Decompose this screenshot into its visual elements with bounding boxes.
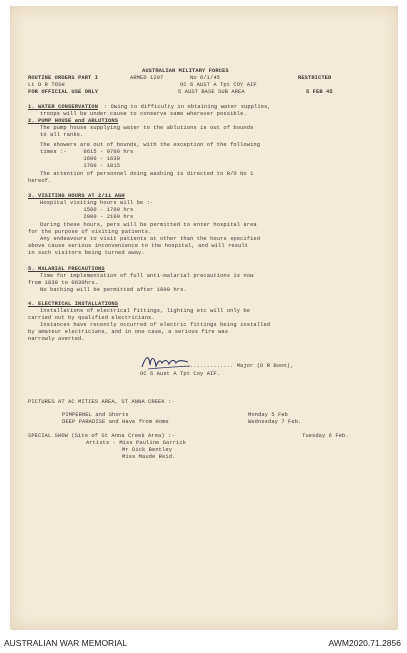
archive-footer: [0, 632, 407, 653]
header-official-use: FOR OFFICIAL USE ONLY: [28, 89, 99, 95]
header-number: No 6/1/45: [190, 75, 221, 81]
item-5-line: No bathing will be permitted after 1800 hrs.: [40, 287, 187, 293]
signature-unit: OC 6 Aust A Tpt Coy AIF.: [140, 371, 221, 377]
item-2-title: 2. PUMP HOUSE and ABLUTIONS: [28, 118, 119, 124]
special-show: SPECIAL SHOW (Site of St Anna Creek Area) :-: [28, 433, 175, 439]
item-5-line: Time for implementation of full anti-malarial precautions is now: [40, 273, 254, 279]
archive-reference: AWM2020.71.2856: [328, 638, 401, 648]
item-3-line: During these hours, pers will be permitted to enter hospital area: [40, 222, 257, 228]
item-2-line: hereof.: [28, 178, 52, 184]
item-1-line: : Owing to difficulty in obtaining water supplies,: [104, 104, 271, 110]
pictures-heading: PICTURES AT AC MITIES AREA, ST ANNA CREEK :-: [28, 399, 175, 405]
item-3-line: for the purpose of visiting patients.: [28, 229, 152, 235]
item-2-line: 1600 - 1630: [40, 156, 121, 162]
special-show-artist: Miss Maude Reid.: [122, 454, 176, 460]
document-sheet: [10, 6, 398, 630]
item-3-line: 1500 - 1700 hrs: [40, 207, 134, 213]
item-4-line: Installations of electrical fittings, lighting etc will only be: [40, 308, 251, 314]
item-2-line: 1700 - 1815: [40, 163, 121, 169]
item-5-line: from 1830 to 0630hrs.: [28, 280, 99, 286]
item-5-title: 5. MALARIAL PRECAUTIONS: [28, 266, 105, 272]
special-show-date: Tuesday 6 Feb.: [302, 433, 349, 439]
item-2-line: The showers are out of bounds, with the exception of the following: [40, 142, 261, 148]
item-1-line: troops will be under cause to conserve same wherever possible.: [40, 111, 247, 117]
signature-rank: ................ Major (D R Boon),: [180, 363, 294, 369]
picture-title: PIMPERNEL and Shorts: [62, 412, 129, 418]
header-officer: Lt D R TOSH: [28, 82, 65, 88]
item-3-line: Hospital visiting hours will be :-: [40, 200, 154, 206]
item-3-title: 3. VISITING HOURS AT 2/11 AGH: [28, 193, 125, 199]
item-3-line: above cause serious inconvenience to the hospital, and will result: [28, 243, 249, 249]
item-2-line: The attention of personnel doing washing is directed to R/O No 1: [40, 171, 254, 177]
header-date: 5 FEB 45: [306, 89, 333, 95]
header-sub-area: 5 AUST BASE SUB AREA: [178, 89, 245, 95]
header-restricted: RESTRICTED: [298, 75, 332, 81]
item-4-line: carried out by qualified electricians.: [28, 315, 155, 321]
item-3-line: in such visitors being turned away.: [28, 250, 145, 256]
picture-date: Wednesday 7 Feb.: [248, 419, 302, 425]
item-4-line: Instances have recently occurred of electric fittings being installed: [40, 322, 271, 328]
item-4-line: narrowly averted.: [28, 336, 85, 342]
archive-name: AUSTRALIAN WAR MEMORIAL: [4, 638, 127, 648]
item-3-line: 2000 - 2100 hrs: [40, 214, 134, 220]
special-show-artist: Mr Dick Bentley: [122, 447, 173, 453]
special-show-artists: Artists - Miss Pauline Garrick: [86, 440, 187, 446]
item-4-title: 4. ELECTRICAL INSTALLATIONS: [28, 301, 119, 307]
header-unit: OC 6 AUST A Tpt COY AIF: [180, 82, 257, 88]
header-orders: ROUTINE ORDERS PART I: [28, 75, 99, 81]
header-armed: ARMED 1207: [130, 75, 164, 81]
item-4-line: by amateur electricians, and in one case, a serious fire was: [28, 329, 229, 335]
item-3-line: Any endeavours to visit patients at other than the hours specified: [40, 236, 261, 242]
item-2-line: The pump house supplying water to the ablutions is out of bounds: [40, 125, 254, 131]
picture-date: Monday 5 Feb: [248, 412, 289, 418]
item-1-title: 1. WATER CONSERVATION: [28, 104, 99, 110]
picture-title: DEEP PARADISE and Have from Home: [62, 419, 169, 425]
item-2-line: times :- 0615 - 0700 hrs: [40, 149, 134, 155]
header-title: AUSTRALIAN MILITARY FORCES: [142, 68, 229, 74]
routine-orders-document: [10, 6, 398, 630]
item-2-line: to all ranks.: [40, 132, 84, 138]
handwritten-signature: [138, 351, 198, 373]
